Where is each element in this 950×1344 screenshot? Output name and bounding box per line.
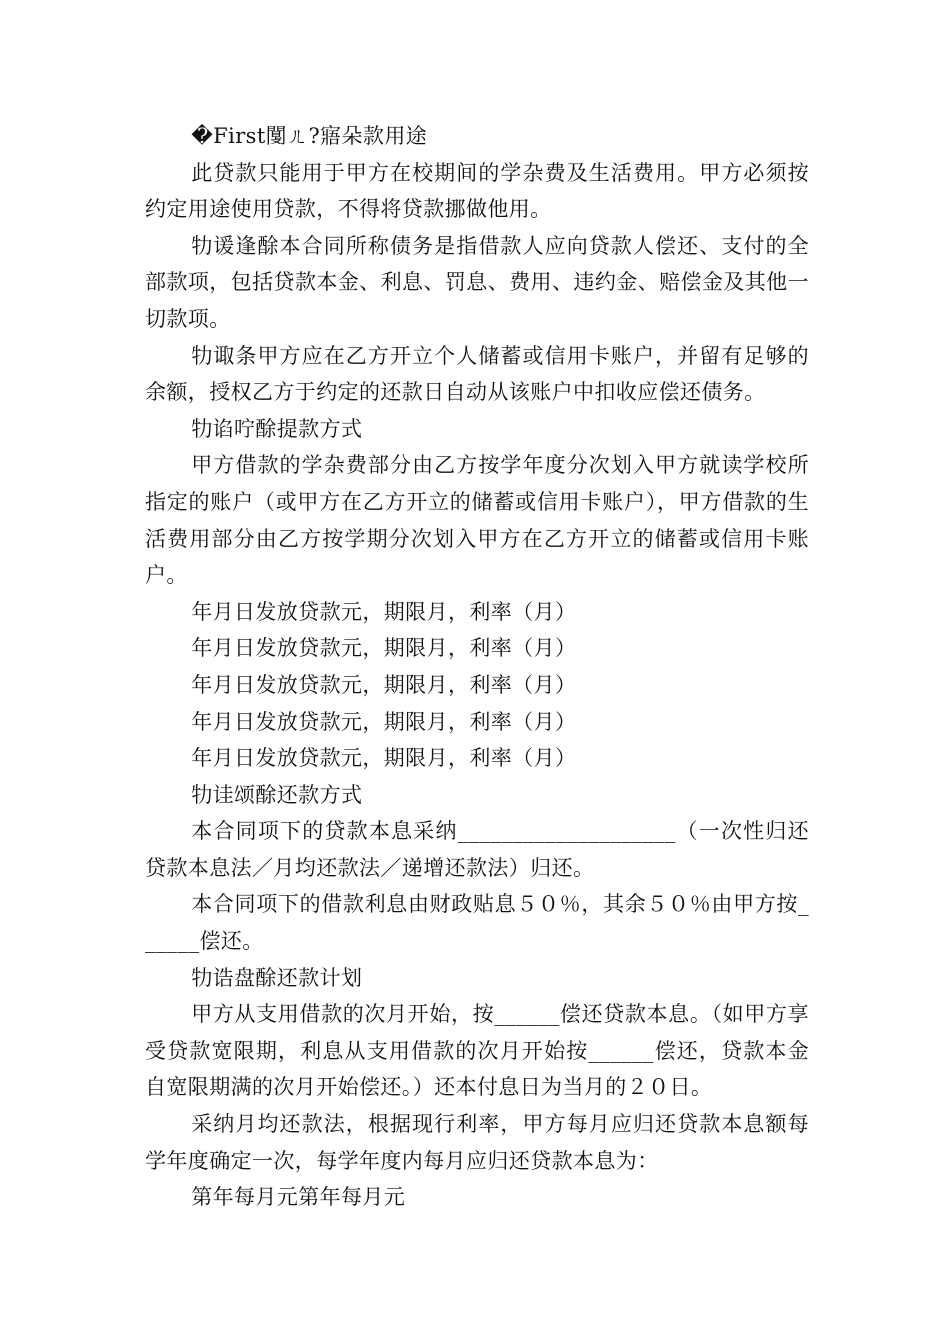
paragraph-loan-usage: 此贷款只能用于甲方在校期间的学杂费及生活费用。甲方必须按约定用途使用贷款，不得将贷款挪做他用。 xyxy=(145,160,809,222)
paragraph-debt-definition: 牞谖逢酴本合同所称债务是指借款人应向贷款人偿还、支付的全部款项，包括贷款本金、利息、罚息、费用、违约金、赔偿金及其他一切款项。 xyxy=(145,233,809,331)
disbursement-line: 年月日发放贷款元，期限月，利率（月） xyxy=(191,672,577,697)
section-heading-repayment-plan: 牞诰盘酴还款计划 xyxy=(191,965,363,990)
document-body xyxy=(145,118,809,1216)
disbursement-line: 年月日发放贷款元，期限月，利率（月） xyxy=(191,636,577,661)
paragraph-account-authorization: 牞诹条甲方应在乙方开立个人储蓄或信用卡账户，并留有足够的余额，授权乙方于约定的还款日自动从该账户中扣收应偿还债务。 xyxy=(145,343,809,405)
section-heading-repayment-method: 牞诖颂酴还款方式 xyxy=(191,782,363,807)
disbursement-line: 年月日发放贷款元，期限月，利率（月） xyxy=(191,746,577,771)
disbursement-line: 年月日发放贷款元，期限月，利率（月） xyxy=(191,709,577,734)
section-heading-loan-purpose: �First闅ㄦ?寤朵款用途 xyxy=(191,124,428,148)
disbursement-line: 年月日发放贷款元，期限月，利率（月） xyxy=(191,599,577,624)
paragraph-monthly-repayment: 采纳月均还款法，根据现行利率，甲方每月应归还贷款本息额每学年度确定一次，每学年度内每月应归还贷款本息为： xyxy=(145,1112,809,1173)
paragraph-interest-subsidy: 本合同项下的借款利息由财政贴息５０％，其余５０％由甲方按______偿还。 xyxy=(145,892,809,954)
paragraph-yearly-amounts: 第年每月元第年每月元 xyxy=(191,1185,406,1210)
section-heading-withdrawal-method: 牞谄咛酴提款方式 xyxy=(191,416,363,441)
paragraph-repayment-method: 本合同项下的贷款本息采纳____________________（一次性归还贷款本息法／月均还款法／递增还款法）归还。 xyxy=(145,819,809,880)
paragraph-repayment-schedule: 甲方从支用借款的次月开始，按______偿还贷款本息。（如甲方享受贷款宽限期，利息从支用借款的次月开始按______偿还，贷款本金自宽限期满的次月开始偿还。）还本付息日为当月的２０日。 xyxy=(145,1002,809,1100)
paragraph-disbursement: 甲方借款的学杂费部分由乙方按学年度分次划入甲方就读学校所指定的账户（或甲方在乙方开立的储蓄或信用卡账户），甲方借款的生活费用部分由乙方按学期分次划入甲方在乙方开立的储蓄或信用卡账户。 xyxy=(145,453,809,588)
